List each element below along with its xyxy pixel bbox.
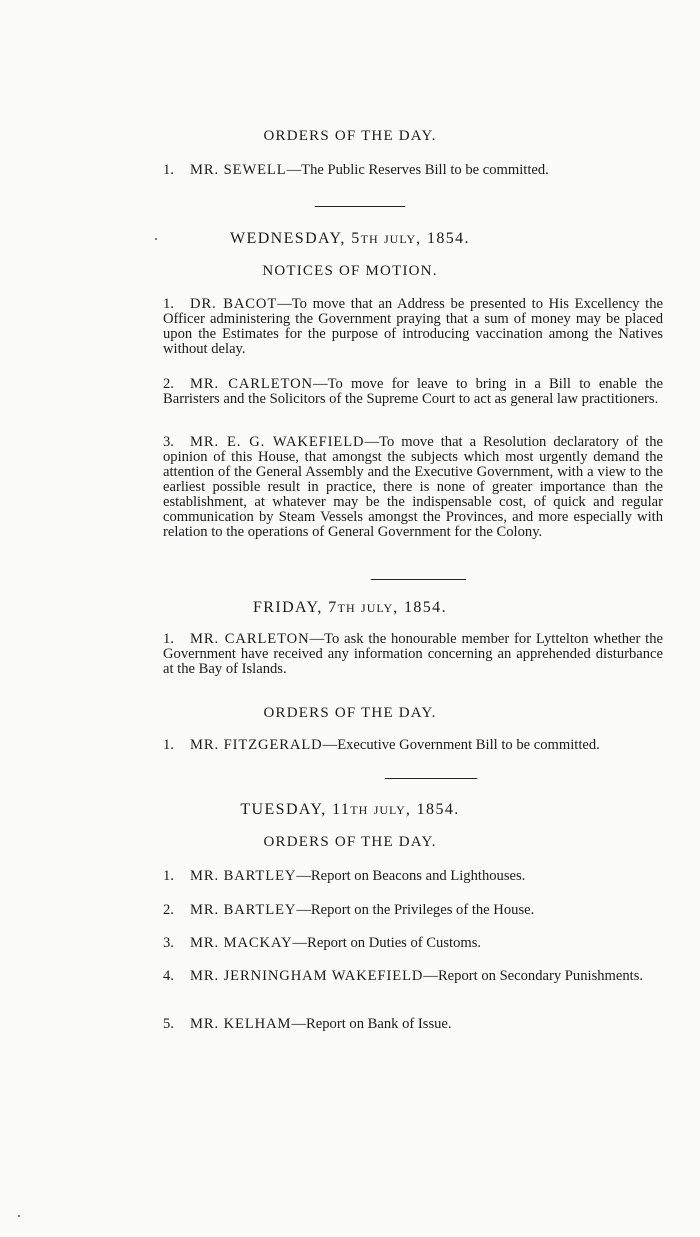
date-heading-tuesday: TUESDAY, 11TH JULY, 1854. bbox=[240, 801, 460, 818]
scan-speck bbox=[18, 1215, 20, 1217]
list-item: 1. MR. CARLETON—To ask the honourable member for Lyttelton whether the Government have received any information concerning an apprehended disturbance at the Bay of Islands. bbox=[163, 631, 664, 677]
orders-heading-3: ORDERS OF THE DAY. bbox=[263, 834, 437, 850]
list-item: 1. DR. BACOT—To move that an Address be presented to His Excellency the Officer administering the Government praying that a sum of money may be placed upon the Estimates for the purpose of introducing vaccination among the Natives without delay. bbox=[163, 296, 663, 357]
list-item: 3. MR. MACKAY—Report on Duties of Customs. bbox=[163, 935, 482, 951]
orders-heading-1: ORDERS OF THE DAY. bbox=[263, 128, 437, 144]
orders-heading-2: ORDERS OF THE DAY. bbox=[263, 705, 437, 721]
list-item: 2. MR. BARTLEY—Report on the Privileges of the House. bbox=[163, 902, 535, 918]
list-item: 3. MR. E. G. WAKEFIELD—To move that a Resolution declaratory of the opinion of this House, that amongst the subjects which most urgently demand the attention of the General Assembly and the Executive Government, with a view to the earliest possible result in practice, there is none of greater importance than the establishment, at whatever may be the indispensable cost, of quick and regular communication by Steam Vessels amongst the Provinces, and more especially with relation to the operations of General Government for the Colony. bbox=[163, 434, 663, 540]
list-item: 2. MR. CARLETON—To move for leave to bring in a Bill to enable the Barristers and the Solicitors of the Supreme Court to act as general law practitioners. bbox=[163, 376, 663, 407]
list-item: 1. MR. SEWELL—The Public Reserves Bill to be committed. bbox=[163, 162, 549, 178]
divider bbox=[315, 206, 405, 207]
date-heading-wednesday: WEDNESDAY, 5TH JULY, 1854. bbox=[230, 230, 470, 247]
list-item: 4. MR. JERNINGHAM WAKEFIELD—Report on Secondary Punishments. bbox=[163, 968, 644, 984]
divider bbox=[371, 579, 466, 580]
list-item: 1. MR. FITZGERALD—Executive Government Bill to be committed. bbox=[163, 737, 600, 753]
list-item: 1. MR. BARTLEY—Report on Beacons and Lighthouses. bbox=[163, 868, 526, 884]
notices-heading: NOTICES OF MOTION. bbox=[262, 263, 438, 279]
divider bbox=[385, 778, 477, 779]
list-item: 5. MR. KELHAM—Report on Bank of Issue. bbox=[163, 1016, 452, 1032]
date-heading-friday: FRIDAY, 7TH JULY, 1854. bbox=[253, 599, 447, 616]
scan-speck bbox=[155, 238, 157, 240]
